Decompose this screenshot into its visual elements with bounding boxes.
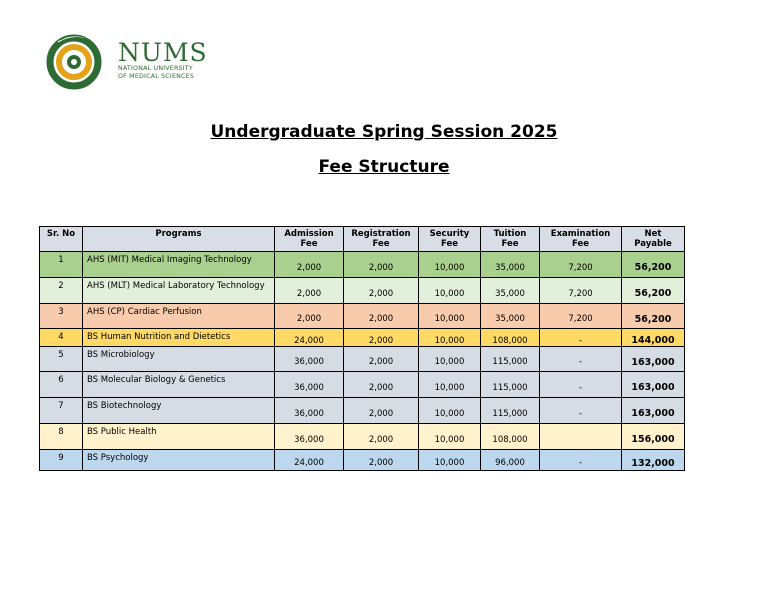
cell-security-fee: 10,000 xyxy=(419,398,481,424)
cell-security-fee: 10,000 xyxy=(419,304,481,329)
cell-program: BS Psychology xyxy=(83,450,275,471)
header-programs: Programs xyxy=(83,227,275,252)
cell-admission-fee: 2,000 xyxy=(275,304,344,329)
cell-registration-fee: 2,000 xyxy=(344,424,419,450)
cell-net-payable: 163,000 xyxy=(622,347,685,372)
cell-examination-fee: 7,200 xyxy=(540,304,622,329)
cell-program: BS Human Nutrition and Dietetics xyxy=(83,329,275,347)
cell-tuition-fee: 115,000 xyxy=(481,372,540,398)
cell-net-payable: 56,200 xyxy=(622,252,685,278)
cell-program: BS Biotechnology xyxy=(83,398,275,424)
cell-admission-fee: 24,000 xyxy=(275,450,344,471)
table-row xyxy=(40,329,685,347)
cell-admission-fee: 2,000 xyxy=(275,252,344,278)
cell-registration-fee: 2,000 xyxy=(344,252,419,278)
cell-program: BS Public Health xyxy=(83,424,275,450)
cell-net-payable: 144,000 xyxy=(622,329,685,347)
page-title: Undergraduate Spring Session 2025 xyxy=(210,122,558,142)
cell-net-payable: 56,200 xyxy=(622,304,685,329)
table-row xyxy=(40,347,685,372)
cell-admission-fee: 24,000 xyxy=(275,329,344,347)
cell-registration-fee: 2,000 xyxy=(344,278,419,304)
logo-subtitle-line1: NATIONAL UNIVERSITY xyxy=(118,65,193,72)
table-row xyxy=(40,424,685,450)
cell-security-fee: 10,000 xyxy=(419,372,481,398)
header-tuition-fee: Tuition Fee xyxy=(481,227,540,252)
cell-tuition-fee: 35,000 xyxy=(481,304,540,329)
cell-security-fee: 10,000 xyxy=(419,424,481,450)
cell-registration-fee: 2,000 xyxy=(344,347,419,372)
header-net-payable: Net Payable xyxy=(622,227,685,252)
cell-sr-no: 9 xyxy=(40,450,83,471)
table-row xyxy=(40,450,685,471)
cell-admission-fee: 36,000 xyxy=(275,372,344,398)
cell-net-payable: 132,000 xyxy=(622,450,685,471)
cell-examination-fee: - xyxy=(540,329,622,347)
cell-examination-fee: - xyxy=(540,347,622,372)
cell-examination-fee: - xyxy=(540,372,622,398)
header-sr-no: Sr. No xyxy=(40,227,83,252)
cell-examination-fee: - xyxy=(540,398,622,424)
nums-logo xyxy=(46,32,208,90)
fee-structure-table xyxy=(39,226,685,471)
cell-security-fee: 10,000 xyxy=(419,252,481,278)
table-header-row xyxy=(40,227,685,252)
header-security-fee: Security Fee xyxy=(419,227,481,252)
cell-admission-fee: 2,000 xyxy=(275,278,344,304)
cell-admission-fee: 36,000 xyxy=(275,424,344,450)
header-registration-fee: Registration Fee xyxy=(344,227,419,252)
cell-program: BS Molecular Biology & Genetics xyxy=(83,372,275,398)
cell-program: AHS (MLT) Medical Laboratory Technology xyxy=(83,278,275,304)
cell-security-fee: 10,000 xyxy=(419,450,481,471)
cell-program: BS Microbiology xyxy=(83,347,275,372)
table-row xyxy=(40,398,685,424)
cell-sr-no: 1 xyxy=(40,252,83,278)
cell-examination-fee: 7,200 xyxy=(540,278,622,304)
cell-tuition-fee: 35,000 xyxy=(481,252,540,278)
cell-examination-fee xyxy=(540,424,622,450)
cell-registration-fee: 2,000 xyxy=(344,329,419,347)
cell-sr-no: 7 xyxy=(40,398,83,424)
cell-program: AHS (MIT) Medical Imaging Technology xyxy=(83,252,275,278)
cell-sr-no: 5 xyxy=(40,347,83,372)
cell-sr-no: 8 xyxy=(40,424,83,450)
table-row xyxy=(40,278,685,304)
cell-registration-fee: 2,000 xyxy=(344,304,419,329)
cell-registration-fee: 2,000 xyxy=(344,450,419,471)
cell-tuition-fee: 108,000 xyxy=(481,424,540,450)
cell-tuition-fee: 115,000 xyxy=(481,398,540,424)
cell-net-payable: 156,000 xyxy=(622,424,685,450)
cell-admission-fee: 36,000 xyxy=(275,347,344,372)
cell-security-fee: 10,000 xyxy=(419,329,481,347)
cell-tuition-fee: 96,000 xyxy=(481,450,540,471)
table-row xyxy=(40,252,685,278)
nums-emblem-icon xyxy=(46,32,114,90)
logo-name: NUMS xyxy=(118,38,208,67)
cell-net-payable: 163,000 xyxy=(622,398,685,424)
cell-net-payable: 56,200 xyxy=(622,278,685,304)
cell-tuition-fee: 108,000 xyxy=(481,329,540,347)
cell-tuition-fee: 115,000 xyxy=(481,347,540,372)
cell-net-payable: 163,000 xyxy=(622,372,685,398)
cell-security-fee: 10,000 xyxy=(419,347,481,372)
cell-program: AHS (CP) Cardiac Perfusion xyxy=(83,304,275,329)
cell-sr-no: 2 xyxy=(40,278,83,304)
cell-admission-fee: 36,000 xyxy=(275,398,344,424)
header-admission-fee: Admission Fee xyxy=(275,227,344,252)
cell-tuition-fee: 35,000 xyxy=(481,278,540,304)
cell-sr-no: 6 xyxy=(40,372,83,398)
cell-registration-fee: 2,000 xyxy=(344,372,419,398)
cell-examination-fee: - xyxy=(540,450,622,471)
table-row xyxy=(40,372,685,398)
cell-sr-no: 3 xyxy=(40,304,83,329)
page-subtitle: Fee Structure xyxy=(318,157,450,177)
cell-security-fee: 10,000 xyxy=(419,278,481,304)
header-examination-fee: Examination Fee xyxy=(540,227,622,252)
cell-sr-no: 4 xyxy=(40,329,83,347)
cell-registration-fee: 2,000 xyxy=(344,398,419,424)
table-row xyxy=(40,304,685,329)
cell-examination-fee: 7,200 xyxy=(540,252,622,278)
logo-subtitle-line2: OF MEDICAL SCIENCES xyxy=(118,73,195,80)
